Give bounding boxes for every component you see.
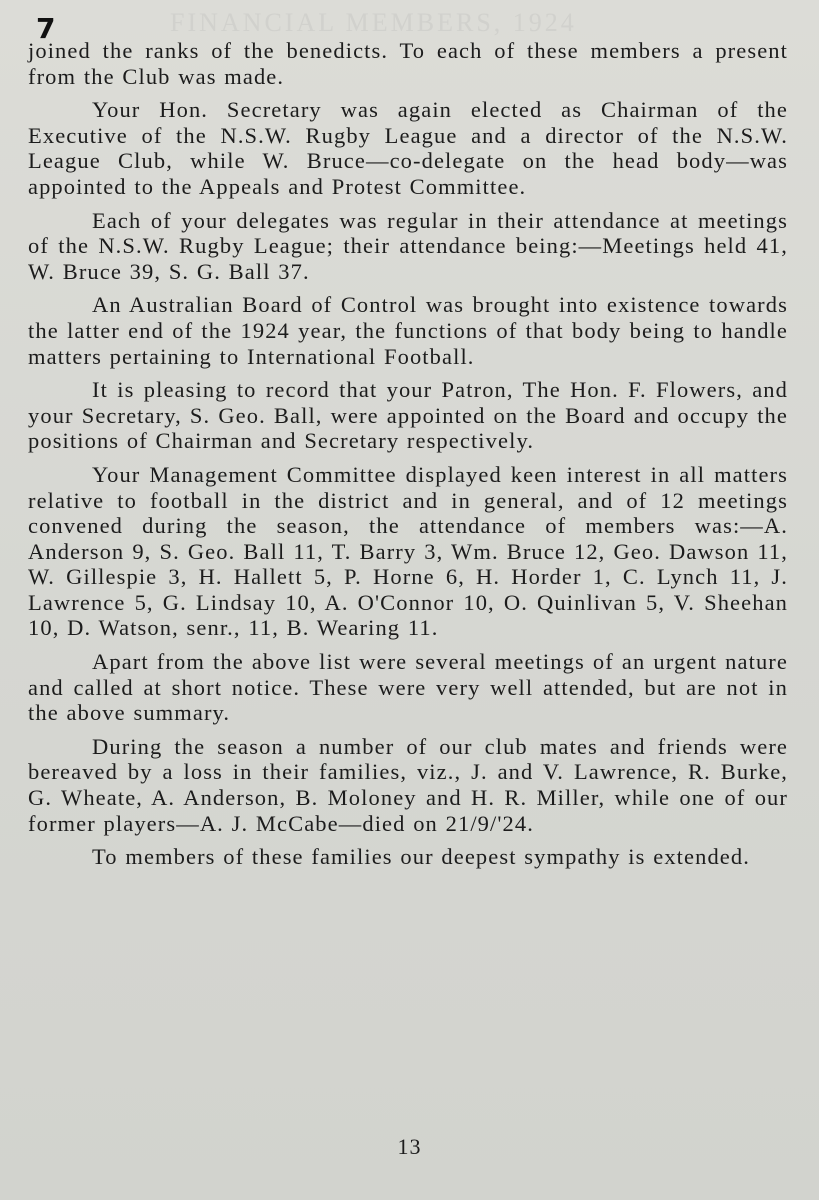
paragraph-4: An Australian Board of Control was brought into existence towards the latter end of the 1924 year, the functions of that body being to handle matters pertaining to International Football. bbox=[28, 292, 788, 369]
paragraph-1: joined the ranks of the benedicts. To each of these members a present from the Club was made. bbox=[28, 38, 788, 89]
paragraph-3: Each of your delegates was regular in their attendance at meetings of the N.S.W. Rugby League; their attendance being:—Meetings held 41, W. Bruce 39, S. G. Ball 37. bbox=[28, 207, 788, 284]
paragraph-2: Your Hon. Secretary was again elected as Chairman of the Executive of the N.S.W. Rugby League and a director of the N.S.W. League Club, while W. Bruce—co-delegate on the head body—was appointed to the Appeals and Protest Committee. bbox=[28, 97, 788, 199]
paragraph-5: It is pleasing to record that your Patron, The Hon. F. Flowers, and your Secretary, S. Geo. Ball, were appointed on the Board and occupy the positions of Chairman and Secretary respectively. bbox=[28, 377, 788, 454]
paragraph-8: During the season a number of our club mates and friends were bereaved by a loss in their families, viz., J. and V. Lawrence, R. Burke, G. Wheate, A. Anderson, B. Moloney and H. R. Miller, while one of our former players—A. J. McCabe—died on 21/9/'24. bbox=[28, 733, 788, 836]
show-through-heading: FINANCIAL MEMBERS, 1924 bbox=[170, 8, 577, 37]
body-text bbox=[28, 38, 788, 878]
page-number: 13 bbox=[397, 1134, 422, 1159]
paragraph-6: Your Management Committee displayed keen interest in all matters relative to football in the district and in general, and of 12 meetings convened during the season, the attendance of members was:—A. Anderson 9, S. Geo. Ball 11, T. Barry 3, Wm. Bruce 12, Geo. Dawson 11, W. Gillespie 3, H. Hallett 5, P. Horne 6, H. Horder 1, C. Lynch 11, J. Lawrence 5, G. Lindsay 10, A. O'Connor 10, O. Quinlivan 5, V. Sheehan 10, D. Watson, senr., 11, B. Wearing 11. bbox=[28, 461, 788, 641]
corner-mark: 7 bbox=[36, 12, 56, 45]
paragraph-7: Apart from the above list were several meetings of an urgent nature and called at short notice. These were very well attended, but are not in the above summary. bbox=[28, 649, 788, 726]
paragraph-9: To members of these families our deepest sympathy is extended. bbox=[92, 844, 750, 870]
